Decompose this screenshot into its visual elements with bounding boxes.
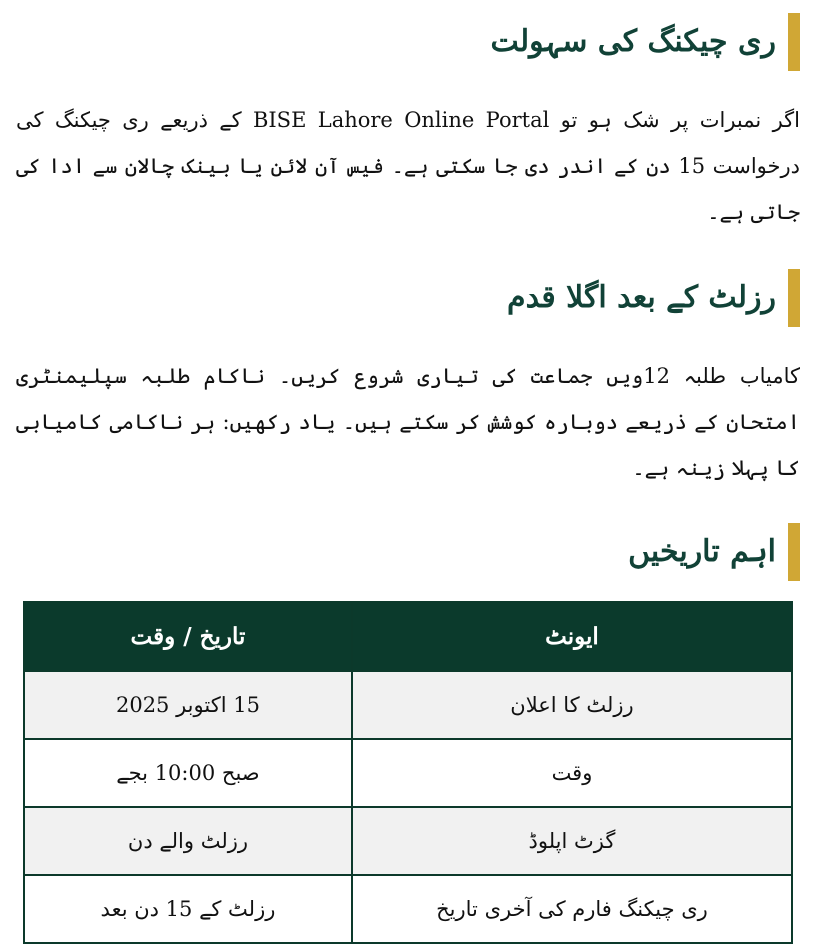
datetime-cell: رزلٹ والے دن [24,807,352,875]
section-title-next-steps: رزلٹ کے بعد اگلا قدم [507,279,776,315]
event-cell: وقت [352,739,792,807]
event-cell: ری چیکنگ فارم کی آخری تاریخ [352,875,792,943]
event-cell: رزلٹ کا اعلان [352,671,792,739]
table-row [24,671,792,739]
rechecking-paragraph: اگر نمبرات پر شک ہو تو BISE Lahore Online Portal کے ذریعے ری چیکنگ کی درخواست 15 دن کے اندر دی جا سکتی ہے۔ فیس آن لائن یا بینک چالان سے ادا کی جاتی ہے۔ [16,108,800,225]
heading-accent-bar [788,523,800,581]
datetime-column-header: تاریخ / وقت [24,602,352,671]
datetime-cell: رزلٹ کے 15 دن بعد [24,875,352,943]
section-heading-next-steps [16,269,800,327]
section-title-important-dates: اہم تاریخیں [628,534,776,570]
datetime-cell: صبح 10:00 بجے [24,739,352,807]
section-heading-important-dates [16,523,800,581]
next-steps-paragraph: کامیاب طلبہ 12ویں جماعت کی تیاری شروع کریں۔ ناکام طلبہ سپلیمنٹری امتحان کے ذریعے دوبارہ کوشش کر سکتے ہیں۔ یاد رکھیں: ہر ناکامی کامیابی کا پہلا زینہ ہے۔ [16,363,800,480]
table-row [24,875,792,943]
article-page [0,13,816,922]
table-header-row [24,602,792,671]
heading-accent-bar [788,13,800,71]
section-title-rechecking: ری چیکنگ کی سہولت [490,24,776,59]
datetime-cell: 15 اکتوبر 2025 [24,671,352,739]
section-heading-rechecking [16,13,800,71]
table-row [24,739,792,807]
important-dates-table [23,601,793,944]
heading-accent-bar [788,269,800,327]
event-column-header: ایونٹ [352,602,792,671]
table-row [24,807,792,875]
event-cell: گزٹ اپلوڈ [352,807,792,875]
